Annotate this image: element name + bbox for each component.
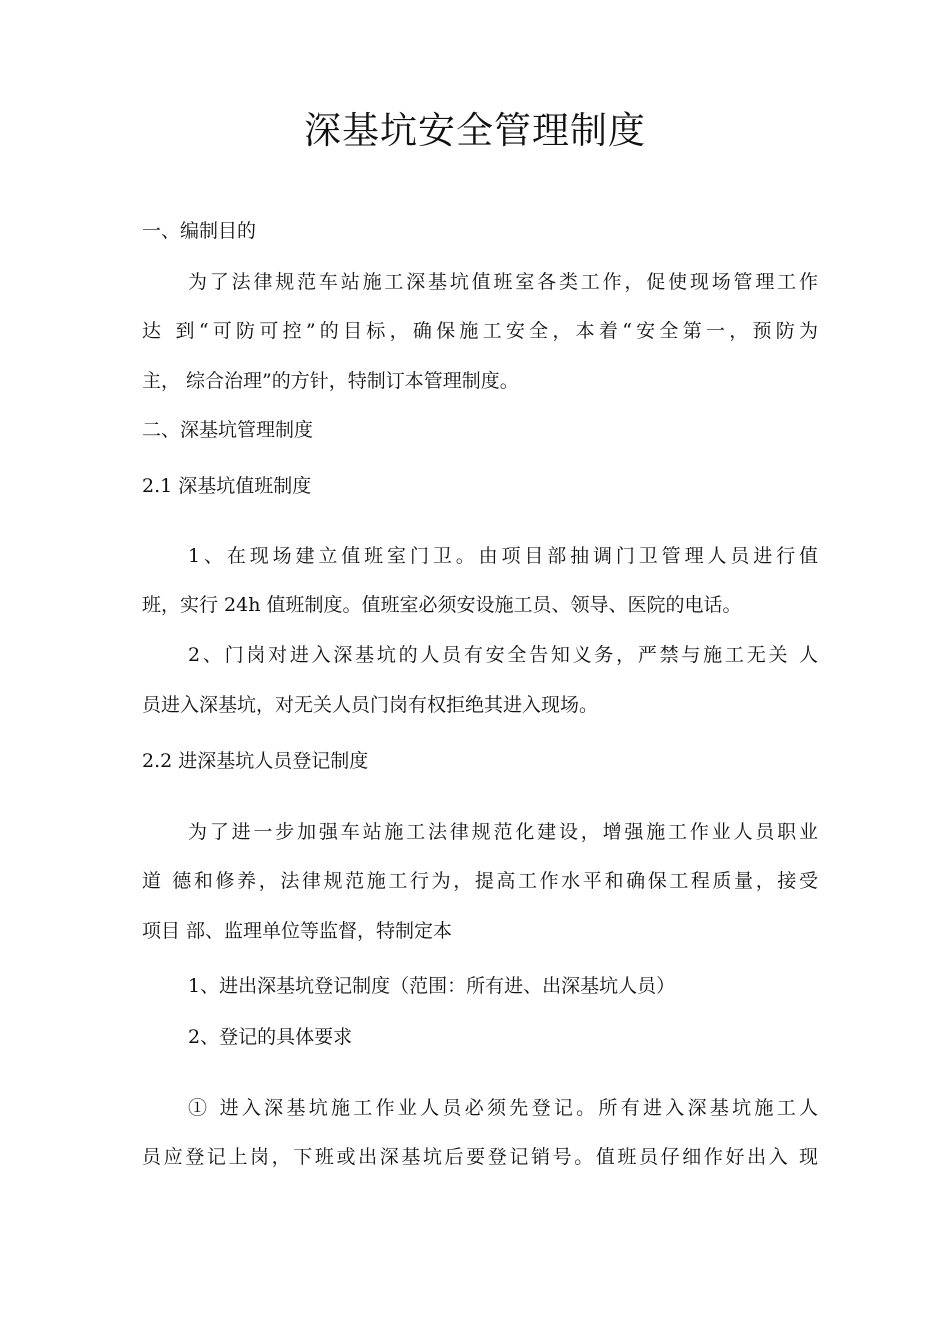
list-item: 1、进出深基坑登记制度（范围：所有进、出深基坑人员） [188,975,676,997]
paragraph-line: 班，实行 24h 值班制度。值班室必须安设施工员、领导、医院的电话。 [142,594,742,616]
paragraph-line: 员进入深基坑，对无关人员门岗有权拒绝其进入现场。 [142,694,599,716]
paragraph-line: 主， 综合治理”的方针，特制订本管理制度。 [142,370,519,392]
paragraph-line: 项目 部、监理单位等监督，特制定本 [142,920,453,942]
paragraph-line: 为了法律规范车站施工深基坑值班室各类工作，促使现场管理工作 [188,271,818,293]
paragraph-line: 为了进一步加强车站施工法律规范化建设，增强施工作业人员职业 [188,821,818,843]
list-item: 2、登记的具体要求 [188,1026,353,1048]
paragraph-line: 员应登记上岗，下班或出深基坑后要登记销号。值班员仔细作好出入 现 [142,1146,818,1168]
section-heading-purpose: 一、编制目的 [142,220,257,242]
subsection-heading-registration: 2.2 进深基坑人员登记制度 [142,750,369,772]
paragraph-line: 2、门岗对进入深基坑的人员有安全告知义务，严禁与施工无关 人 [188,644,818,666]
page-title: 深基坑安全管理制度 [304,109,646,152]
section-heading-management: 二、深基坑管理制度 [142,419,314,441]
paragraph-line: 达 到“可防可控”的目标，确保施工安全，本着“安全第一，预防为 [142,320,818,342]
subsection-heading-duty: 2.1 深基坑值班制度 [142,475,312,497]
paragraph-line: ① 进入深基坑施工作业人员必须先登记。所有进入深基坑施工人 [188,1097,818,1119]
paragraph-line: 道 德和修养，法律规范施工行为，提高工作水平和确保工程质量，接受 [142,870,818,892]
paragraph-line: 1、在现场建立值班室门卫。由项目部抽调门卫管理人员进行值 [188,545,818,567]
